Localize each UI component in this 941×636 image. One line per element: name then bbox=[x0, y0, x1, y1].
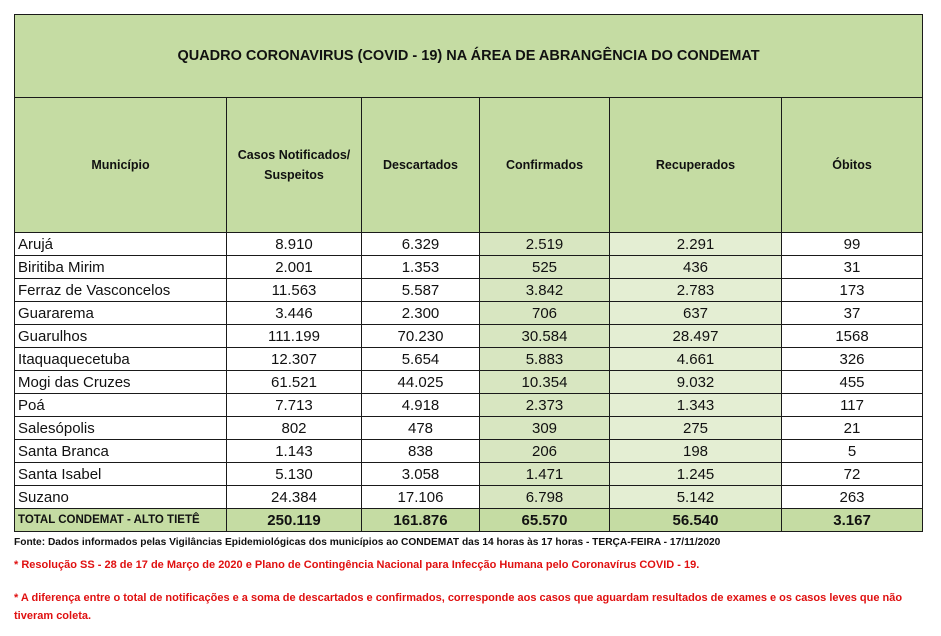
cell-recuperados: 2.291 bbox=[610, 233, 782, 256]
cell-obitos: 37 bbox=[782, 302, 923, 325]
cell-confirmados: 5.883 bbox=[480, 348, 610, 371]
cell-municipio: Guarulhos bbox=[15, 325, 227, 348]
total-confirmados: 65.570 bbox=[480, 509, 610, 532]
cell-confirmados: 309 bbox=[480, 417, 610, 440]
cell-recuperados: 1.245 bbox=[610, 463, 782, 486]
cell-recuperados: 1.343 bbox=[610, 394, 782, 417]
cell-recuperados: 4.661 bbox=[610, 348, 782, 371]
cell-obitos: 263 bbox=[782, 486, 923, 509]
covid-table bbox=[14, 14, 923, 532]
covid-report-sheet bbox=[14, 14, 922, 532]
table-row bbox=[15, 302, 923, 325]
cell-municipio: Mogi das Cruzes bbox=[15, 371, 227, 394]
cell-casos: 12.307 bbox=[227, 348, 362, 371]
cell-municipio: Santa Branca bbox=[15, 440, 227, 463]
cell-descartados: 1.353 bbox=[362, 256, 480, 279]
cell-obitos: 5 bbox=[782, 440, 923, 463]
table-row bbox=[15, 256, 923, 279]
table-body bbox=[15, 233, 923, 509]
table-title: QUADRO CORONAVIRUS (COVID - 19) NA ÁREA DE ABRANGÊNCIA DO CONDEMAT bbox=[15, 15, 923, 98]
cell-obitos: 31 bbox=[782, 256, 923, 279]
cell-municipio: Poá bbox=[15, 394, 227, 417]
cell-confirmados: 206 bbox=[480, 440, 610, 463]
total-casos: 250.119 bbox=[227, 509, 362, 532]
total-descartados: 161.876 bbox=[362, 509, 480, 532]
cell-municipio: Itaquaquecetuba bbox=[15, 348, 227, 371]
cell-descartados: 478 bbox=[362, 417, 480, 440]
cell-descartados: 5.654 bbox=[362, 348, 480, 371]
source-note: Fonte: Dados informados pelas Vigilâncias Epidemiológicas dos municípios ao CONDEMAT das 14 horas às 17 horas - TERÇA-FEIRA - 17/11/2020 bbox=[14, 537, 721, 548]
cell-casos: 802 bbox=[227, 417, 362, 440]
cell-casos: 8.910 bbox=[227, 233, 362, 256]
cell-descartados: 5.587 bbox=[362, 279, 480, 302]
header-casos bbox=[227, 98, 362, 233]
total-recuperados: 56.540 bbox=[610, 509, 782, 532]
cell-municipio: Suzano bbox=[15, 486, 227, 509]
cell-obitos: 455 bbox=[782, 371, 923, 394]
cell-obitos: 117 bbox=[782, 394, 923, 417]
total-obitos: 3.167 bbox=[782, 509, 923, 532]
total-label: TOTAL CONDEMAT - ALTO TIETÊ bbox=[15, 509, 227, 532]
header-descartados: Descartados bbox=[362, 98, 480, 233]
table-row bbox=[15, 233, 923, 256]
cell-confirmados: 1.471 bbox=[480, 463, 610, 486]
cell-recuperados: 2.783 bbox=[610, 279, 782, 302]
cell-recuperados: 9.032 bbox=[610, 371, 782, 394]
cell-confirmados: 10.354 bbox=[480, 371, 610, 394]
cell-recuperados: 637 bbox=[610, 302, 782, 325]
cell-descartados: 3.058 bbox=[362, 463, 480, 486]
cell-recuperados: 275 bbox=[610, 417, 782, 440]
table-row bbox=[15, 348, 923, 371]
header-municipio: Município bbox=[15, 98, 227, 233]
cell-confirmados: 2.519 bbox=[480, 233, 610, 256]
cell-obitos: 21 bbox=[782, 417, 923, 440]
table-row bbox=[15, 417, 923, 440]
cell-confirmados: 525 bbox=[480, 256, 610, 279]
cell-municipio: Ferraz de Vasconcelos bbox=[15, 279, 227, 302]
cell-municipio: Santa Isabel bbox=[15, 463, 227, 486]
header-casos-line1: Casos Notificados/ bbox=[237, 148, 351, 162]
cell-obitos: 1568 bbox=[782, 325, 923, 348]
difference-note: * A diferença entre o total de notificações e a soma de descartados e confirmados, corresponde aos casos que aguardam resultados de exames e os casos leves que não tiveram coleta. bbox=[14, 592, 903, 622]
table-row bbox=[15, 325, 923, 348]
cell-descartados: 17.106 bbox=[362, 486, 480, 509]
cell-casos: 61.521 bbox=[227, 371, 362, 394]
cell-confirmados: 6.798 bbox=[480, 486, 610, 509]
cell-confirmados: 2.373 bbox=[480, 394, 610, 417]
cell-recuperados: 198 bbox=[610, 440, 782, 463]
table-row bbox=[15, 440, 923, 463]
cell-municipio: Guararema bbox=[15, 302, 227, 325]
cell-confirmados: 30.584 bbox=[480, 325, 610, 348]
total-row bbox=[15, 509, 923, 532]
cell-casos: 7.713 bbox=[227, 394, 362, 417]
header-casos-line2: Suspeitos bbox=[264, 168, 324, 182]
table-row bbox=[15, 463, 923, 486]
cell-obitos: 72 bbox=[782, 463, 923, 486]
cell-municipio: Arujá bbox=[15, 233, 227, 256]
cell-municipio: Salesópolis bbox=[15, 417, 227, 440]
cell-descartados: 4.918 bbox=[362, 394, 480, 417]
cell-casos: 3.446 bbox=[227, 302, 362, 325]
table-row bbox=[15, 371, 923, 394]
resolution-note: * Resolução SS - 28 de 17 de Março de 2020 e Plano de Contingência Nacional para Infecção Humana pelo Coronavírus COVID - 19. bbox=[14, 559, 700, 571]
cell-descartados: 6.329 bbox=[362, 233, 480, 256]
cell-obitos: 99 bbox=[782, 233, 923, 256]
notes-area bbox=[14, 537, 926, 622]
cell-recuperados: 5.142 bbox=[610, 486, 782, 509]
cell-casos: 24.384 bbox=[227, 486, 362, 509]
cell-descartados: 838 bbox=[362, 440, 480, 463]
cell-casos: 5.130 bbox=[227, 463, 362, 486]
table-row bbox=[15, 486, 923, 509]
cell-municipio: Biritiba Mirim bbox=[15, 256, 227, 279]
cell-casos: 111.199 bbox=[227, 325, 362, 348]
table-row bbox=[15, 394, 923, 417]
cell-descartados: 70.230 bbox=[362, 325, 480, 348]
cell-casos: 2.001 bbox=[227, 256, 362, 279]
header-recuperados: Recuperados bbox=[610, 98, 782, 233]
cell-casos: 1.143 bbox=[227, 440, 362, 463]
cell-descartados: 2.300 bbox=[362, 302, 480, 325]
table-row bbox=[15, 279, 923, 302]
cell-confirmados: 3.842 bbox=[480, 279, 610, 302]
cell-casos: 11.563 bbox=[227, 279, 362, 302]
header-obitos: Óbitos bbox=[782, 98, 923, 233]
header-confirmados: Confirmados bbox=[480, 98, 610, 233]
cell-obitos: 326 bbox=[782, 348, 923, 371]
cell-recuperados: 28.497 bbox=[610, 325, 782, 348]
cell-recuperados: 436 bbox=[610, 256, 782, 279]
header-row bbox=[15, 98, 923, 233]
title-row bbox=[15, 15, 923, 98]
cell-descartados: 44.025 bbox=[362, 371, 480, 394]
cell-confirmados: 706 bbox=[480, 302, 610, 325]
cell-obitos: 173 bbox=[782, 279, 923, 302]
